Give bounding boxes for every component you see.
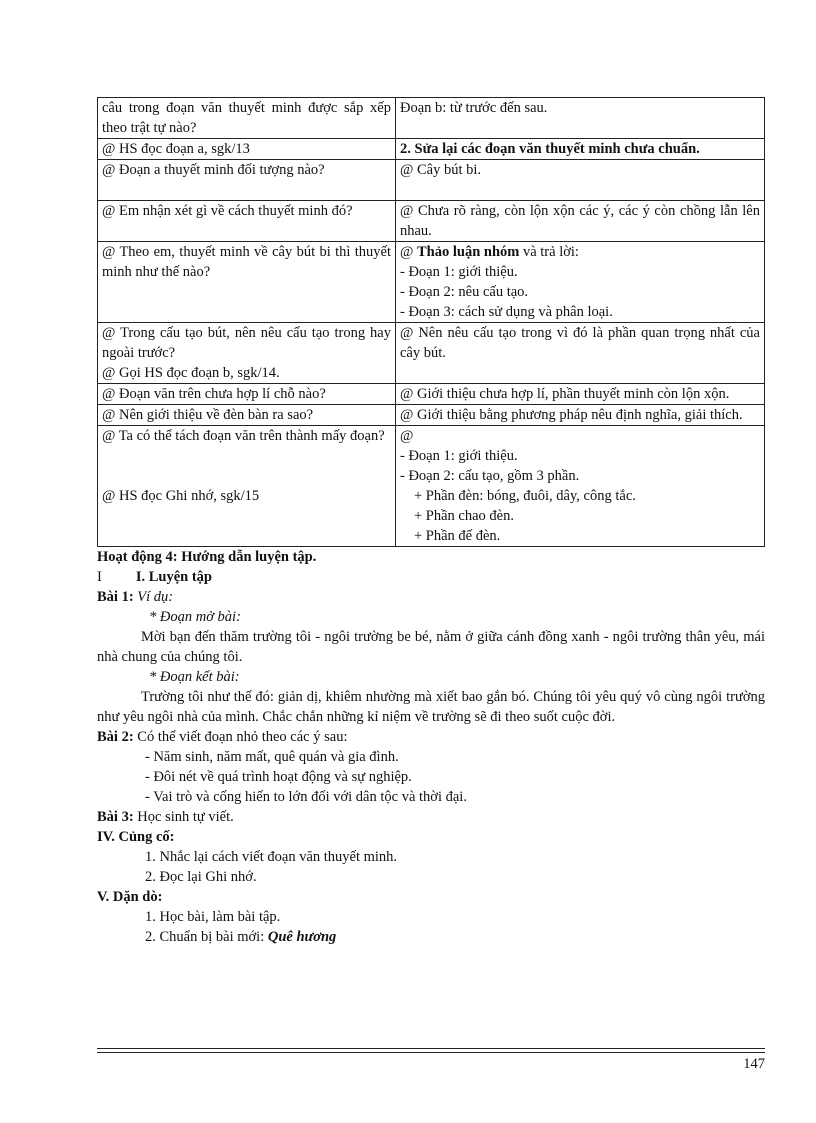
section-heading	[97, 567, 765, 587]
example-label: Ví dụ:	[137, 589, 174, 605]
table-cell-left: @ Theo em, thuyết minh về cây bút bi thì thuyết minh như thế nào?	[98, 242, 396, 323]
table-cell-right: Đoạn b: từ trước đến sau.	[396, 98, 765, 139]
lesson-table	[97, 97, 765, 547]
list-item: 1. Học bài, làm bài tập.	[145, 909, 281, 925]
intro-label: * Đoạn mở bài:	[149, 609, 241, 625]
next-lesson-title: Quê hương	[267, 929, 337, 945]
exercise-label: Bài 1:	[97, 589, 134, 605]
bold-text: Thảo luận nhóm	[416, 244, 520, 260]
page-content	[97, 97, 765, 947]
section-title: I. Luyện tập	[135, 569, 212, 585]
exercise-2	[97, 727, 765, 747]
sub-item: + Phần chao đèn.	[414, 508, 514, 524]
list-item: @	[400, 428, 414, 444]
table-cell-left	[98, 323, 396, 384]
footer-rule	[97, 1048, 765, 1049]
list-item	[97, 927, 765, 947]
table-row	[98, 323, 765, 384]
table-row	[98, 160, 765, 201]
text: và trả lời:	[519, 244, 579, 260]
exercise-label: Bài 2:	[97, 729, 134, 745]
table-cell-left	[98, 160, 396, 201]
list-item: - Đoạn 1: giới thiệu.	[400, 448, 518, 464]
list-item: - Vai trò và cống hiến to lớn đối với dân tộc và thời đại.	[145, 789, 467, 805]
list-item: - Đoạn 2: nêu cấu tạo.	[400, 284, 529, 300]
list-item: - Đôi nét về quá trình hoạt động và sự nghiệp.	[145, 769, 412, 785]
table-row	[98, 405, 765, 426]
page-footer	[97, 1048, 765, 1072]
sub-item: + Phần đèn: bóng, đuôi, dây, công tắc.	[414, 488, 636, 504]
table-row	[98, 384, 765, 405]
table-cell-right: @ Cây bút bi.	[396, 160, 765, 201]
list-item: - Đoạn 2: cấu tạo, gồm 3 phần.	[400, 468, 580, 484]
intro-paragraph: Mời bạn đến thăm trường tôi - ngôi trường be bé, nằm ở giữa cánh đồng xanh - ngôi trường thân yêu, mái nhà chung của chúng tôi.	[97, 629, 765, 665]
group-discussion-line	[400, 242, 760, 262]
table-cell-left: @ Đoạn văn trên chưa hợp lí chỗ nào?	[98, 384, 396, 405]
table-cell-left: @ Nên giới thiệu về đèn bàn ra sao?	[98, 405, 396, 426]
footer-rule	[97, 1052, 765, 1053]
table-row	[98, 426, 765, 547]
table-cell-right: @ Nên nêu cấu tạo trong vì đó là phần quan trọng nhất của cây bút.	[396, 323, 765, 384]
page-number: 147	[743, 1056, 765, 1072]
exercise-text: Học sinh tự viết.	[137, 809, 234, 825]
table-cell-right: @ Giới thiệu bằng phương pháp nêu định nghĩa, giải thích.	[396, 405, 765, 426]
list-item: - Năm sinh, năm mất, quê quán và gia đình.	[145, 749, 399, 765]
body-text	[97, 547, 765, 947]
table-cell-right: @ Giới thiệu chưa hợp lí, phần thuyết minh còn lộn xộn.	[396, 384, 765, 405]
table-cell-left: câu trong đoạn văn thuyết minh được sắp xếp theo trật tự nào?	[98, 98, 396, 139]
text: @	[400, 244, 417, 260]
exercise-text: Có thể viết đoạn nhỏ theo các ý sau:	[137, 729, 348, 745]
activity-heading: Hoạt động 4: Hướng dẫn luyện tập.	[97, 549, 317, 565]
table-cell-right	[396, 426, 765, 547]
table-row	[98, 201, 765, 242]
exercise-label: Bài 3:	[97, 809, 134, 825]
text: 2. Chuẩn bị bài mới:	[145, 929, 268, 945]
table-row	[98, 139, 765, 160]
cell-text: @ Ta có thể tách đoạn văn trên thành mấy đoạn?	[102, 428, 385, 444]
table-row	[98, 242, 765, 323]
table-row	[98, 98, 765, 139]
list-item: - Đoạn 3: cách sử dụng và phân loại.	[400, 304, 613, 320]
table-cell-left: @ Em nhận xét gì về cách thuyết minh đó?	[98, 201, 396, 242]
cell-text: @ Gọi HS đọc đoạn b, sgk/14.	[102, 365, 280, 381]
consolidation-heading: IV. Củng cố:	[97, 829, 175, 845]
cell-text: @ Đoạn a thuyết minh đối tượng nào?	[102, 162, 325, 178]
sub-item: + Phần đế đèn.	[414, 528, 501, 544]
list-item: - Đoạn 1: giới thiệu.	[400, 264, 518, 280]
list-item: 1. Nhắc lại cách viết đoạn văn thuyết minh.	[145, 849, 398, 865]
table-cell-right: 2. Sửa lại các đoạn văn thuyết minh chưa chuẩn.	[396, 139, 765, 160]
homework-heading: V. Dặn dò:	[97, 889, 163, 905]
cell-text: @ HS đọc Ghi nhớ, sgk/15	[102, 488, 260, 504]
exercise-1	[97, 587, 765, 607]
conclusion-label: * Đoạn kết bài:	[149, 669, 240, 685]
cell-text: @ Trong cấu tạo bút, nên nêu cấu tạo trong hay ngoài trước?	[102, 325, 391, 361]
exercise-3	[97, 807, 765, 827]
table-cell-right	[396, 242, 765, 323]
section-number: I	[97, 569, 102, 585]
table-cell-left: @ HS đọc đoạn a, sgk/13	[98, 139, 396, 160]
table-cell-right: @ Chưa rõ ràng, còn lộn xộn các ý, các ý còn chồng lẫn lên nhau.	[396, 201, 765, 242]
list-item: 2. Đọc lại Ghi nhớ.	[145, 869, 257, 885]
conclusion-paragraph: Trường tôi như thế đó: giản dị, khiêm nhường mà xiết bao gắn bó. Chúng tôi yêu quý vô cùng ngôi trường như yêu ngôi nhà của mình. Chắc chắn những kỉ niệm về trường sẽ đi theo suốt cuộc đời.	[97, 689, 765, 725]
table-cell-left	[98, 426, 396, 547]
